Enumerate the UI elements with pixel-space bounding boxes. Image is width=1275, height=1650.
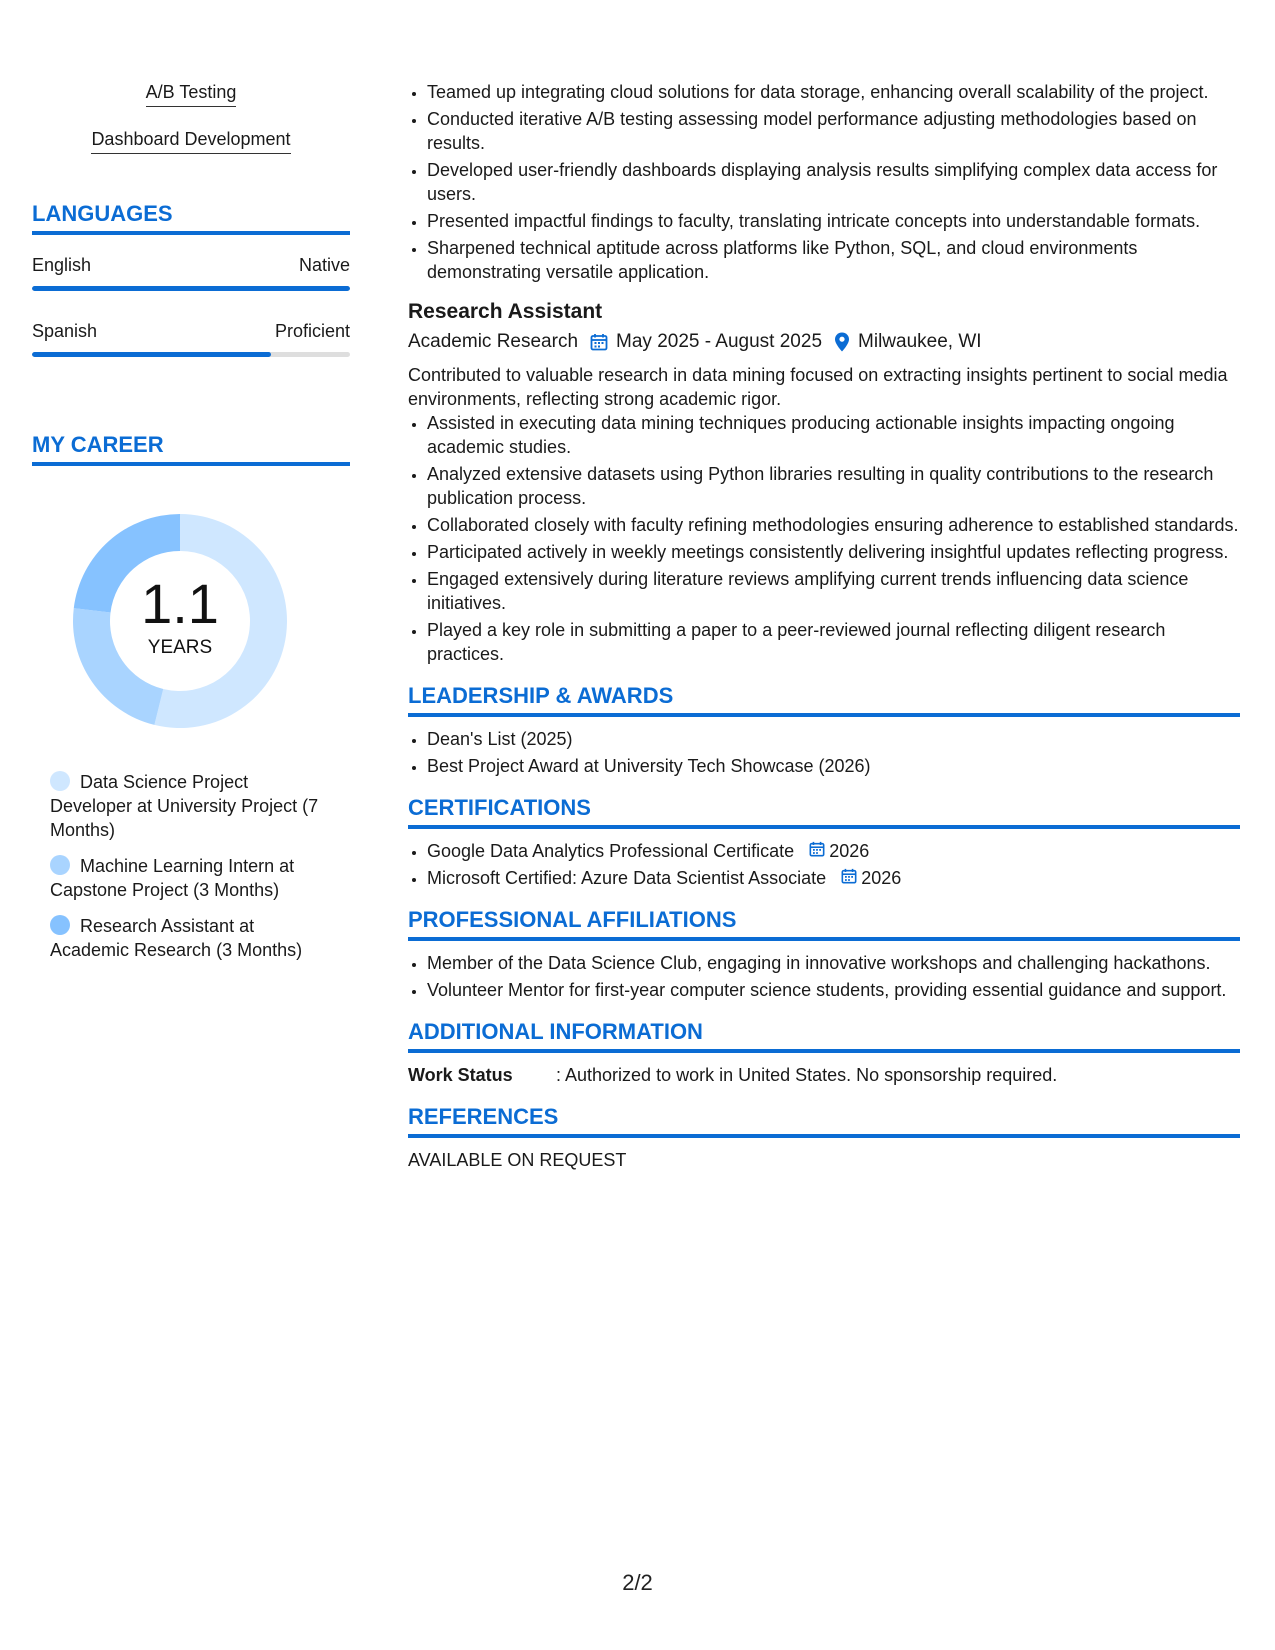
calendar-icon: [841, 866, 861, 890]
bullet-item: • Teamed up integrating cloud solutions for data storage, enhancing overall scalability of the project.: [427, 80, 1240, 104]
legend-dot: [50, 855, 70, 875]
language-level: Proficient: [274, 321, 350, 341]
experience-bullets: [408, 80, 1240, 284]
role-meta: [408, 329, 1240, 355]
role-bullets: [408, 411, 1240, 666]
legend-dot: [50, 771, 70, 791]
career-legend-item: [50, 914, 320, 962]
leadership-heading: LEADERSHIP & AWARDS: [408, 682, 1240, 717]
bullet-item: • Analyzed extensive datasets using Python libraries resulting in quality contributions to the research publication process.: [427, 462, 1240, 510]
bullet-item: • Sharpened technical aptitude across platforms like Python, SQL, and cloud environments demonstrating versatile application.: [427, 236, 1240, 284]
work-status-label: Work Status: [408, 1065, 513, 1085]
certifications-section: [408, 794, 1240, 890]
language-name: Spanish: [32, 321, 98, 341]
references-text: AVAILABLE ON REQUEST: [408, 1150, 627, 1170]
left-column: [32, 80, 350, 974]
additional-section: [408, 1018, 1240, 1087]
map-pin-icon: [834, 332, 850, 352]
calendar-icon: [809, 839, 829, 863]
languages-heading: LANGUAGES: [32, 200, 350, 235]
bullet-item: • Participated actively in weekly meetings consistently delivering insightful updates reflecting progress.: [427, 540, 1240, 564]
career-legend-item: [50, 854, 320, 902]
bullet-item: • Assisted in executing data mining techniques producing actionable insights impacting ongoing academic studies.: [427, 411, 1240, 459]
bullet-item: • Conducted iterative A/B testing assessing model performance adjusting methodologies based on results.: [427, 107, 1240, 155]
additional-heading: ADDITIONAL INFORMATION: [408, 1018, 1240, 1053]
award-item: • Best Project Award at University Tech Showcase (2026): [427, 754, 1240, 778]
affiliations-heading: PROFESSIONAL AFFILIATIONS: [408, 906, 1240, 941]
certification-name: Google Data Analytics Professional Certificate: [427, 841, 795, 861]
career-years-unit: YEARS: [147, 637, 213, 658]
certification-name: Microsoft Certified: Azure Data Scientist Associate: [427, 868, 827, 888]
role-dates: May 2025 - August 2025: [616, 331, 823, 352]
certification-item: [427, 839, 1240, 863]
right-column: [408, 80, 1240, 1172]
bullet-item: • Collaborated closely with faculty refining methodologies ensuring adherence to established standards.: [427, 513, 1240, 537]
role-org: Academic Research: [408, 331, 579, 352]
affiliation-item: • Member of the Data Science Club, engaging in innovative workshops and challenging hackathons.: [427, 951, 1240, 975]
certifications-heading: CERTIFICATIONS: [408, 794, 1240, 829]
role-description: Contributed to valuable research in data mining focused on extracting insights pertinent to social media environments, reflecting strong academic rigor.: [408, 365, 1228, 409]
bullet-item: • Engaged extensively during literature reviews amplifying current trends influencing data science initiatives.: [427, 567, 1240, 615]
career-legend-label: Data Science Project Developer at University Project (7 Months): [50, 772, 319, 840]
role-title: Research Assistant: [408, 300, 603, 323]
affiliation-item: • Volunteer Mentor for first-year computer science students, providing essential guidance and support.: [427, 978, 1240, 1002]
career-heading: MY CAREER: [32, 431, 350, 466]
certification-item: [427, 866, 1240, 890]
legend-dot: [50, 915, 70, 935]
bullet-item: • Played a key role in submitting a paper to a peer-reviewed journal reflecting diligent research practices.: [427, 618, 1240, 666]
language-level: Native: [298, 255, 350, 275]
award-item: • Dean's List (2025): [427, 727, 1240, 751]
language-item: [32, 319, 350, 357]
skill-tag: Dashboard Development: [91, 127, 290, 154]
certification-year: 2026: [861, 868, 902, 888]
work-status-value: : Authorized to work in United States. No sponsorship required.: [556, 1065, 1058, 1085]
career-donut: [65, 506, 295, 736]
role-location: Milwaukee, WI: [858, 331, 982, 352]
career-years-value: 1.1: [141, 572, 219, 635]
leadership-section: [408, 682, 1240, 778]
career-legend: [32, 770, 350, 962]
language-name: English: [32, 255, 92, 275]
language-item: [32, 253, 350, 291]
bullet-item: • Developed user-friendly dashboards displaying analysis results simplifying complex data access for users.: [427, 158, 1240, 206]
career-legend-label: Research Assistant at Academic Research (3 Months): [50, 916, 303, 960]
language-bar: [32, 286, 350, 291]
calendar-icon: [590, 333, 608, 351]
career-legend-item: [50, 770, 320, 842]
skill-tag: A/B Testing: [146, 80, 237, 107]
bullet-item: • Presented impactful findings to faculty, translating intricate concepts into understandable formats.: [427, 209, 1240, 233]
references-heading: REFERENCES: [408, 1103, 1240, 1138]
certification-year: 2026: [829, 841, 870, 861]
language-bar-fill: [32, 286, 350, 291]
references-section: [408, 1103, 1240, 1172]
page-number: 2/2: [622, 1570, 653, 1595]
career-legend-label: Machine Learning Intern at Capstone Project (3 Months): [50, 856, 295, 900]
affiliations-section: [408, 906, 1240, 1002]
